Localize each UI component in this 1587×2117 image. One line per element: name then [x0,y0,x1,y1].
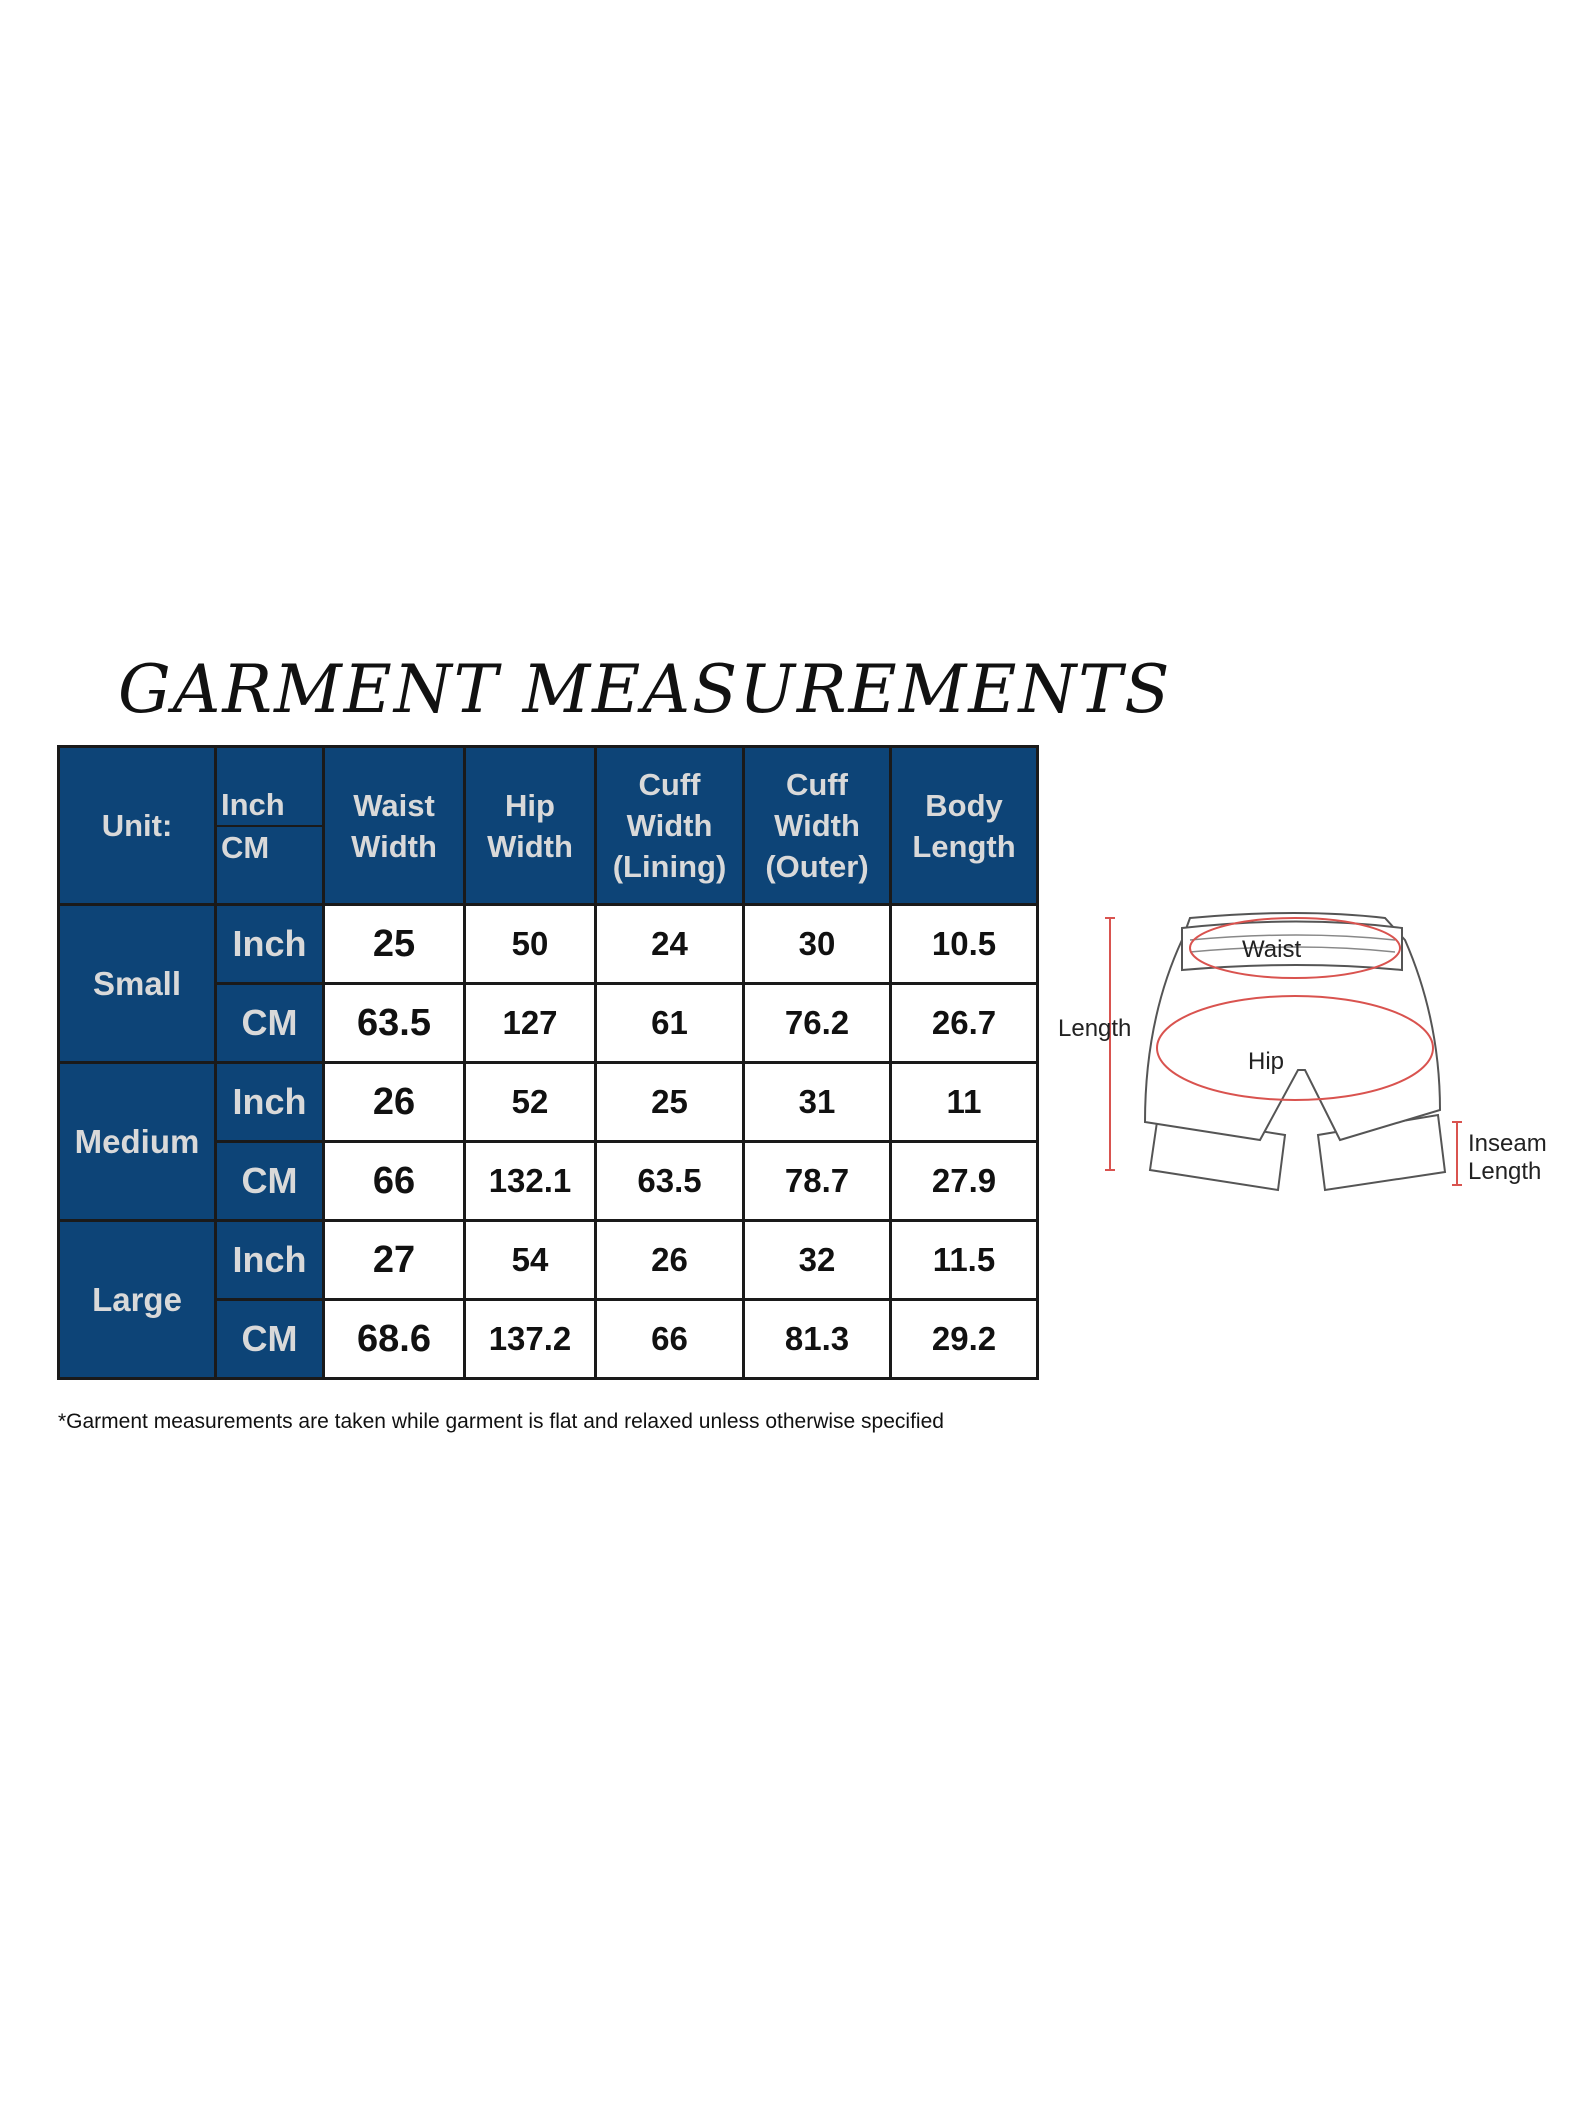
col-header-cuff-width-lining: Cuff Width (Lining) [596,747,744,905]
value-cell: 26.7 [891,984,1038,1063]
table-row [59,1221,1038,1300]
header-row [59,747,1038,905]
value-cell: 26 [324,1063,465,1142]
unit-cell: CM [216,1300,324,1379]
inseam-label-line1: Inseam [1468,1130,1547,1157]
value-cell: 66 [596,1300,744,1379]
value-cell: 50 [465,905,596,984]
measurement-note: *Garment measurements are taken while garment is flat and relaxed unless otherwise specified [58,1410,944,1433]
value-cell: 29.2 [891,1300,1038,1379]
value-cell: 25 [324,905,465,984]
value-cell: 61 [596,984,744,1063]
value-cell: 11.5 [891,1221,1038,1300]
table-row [59,1063,1038,1142]
size-chart-table [57,745,1039,1380]
value-cell: 66 [324,1142,465,1221]
value-cell: 127 [465,984,596,1063]
size-label-large: Large [59,1221,216,1379]
value-cell: 52 [465,1063,596,1142]
unit-cell: CM [216,984,324,1063]
col-header-hip-width: Hip Width [465,747,596,905]
value-cell: 10.5 [891,905,1038,984]
value-cell: 32 [744,1221,891,1300]
value-cell: 68.6 [324,1300,465,1379]
unit-cell: Inch [216,1221,324,1300]
unit-cell: Inch [216,905,324,984]
size-label-medium: Medium [59,1063,216,1221]
value-cell: 78.7 [744,1142,891,1221]
value-cell: 54 [465,1221,596,1300]
value-cell: 31 [744,1063,891,1142]
value-cell: 27.9 [891,1142,1038,1221]
value-cell: 24 [596,905,744,984]
shorts-diagram [1050,900,1570,1220]
value-cell: 137.2 [465,1300,596,1379]
value-cell: 11 [891,1063,1038,1142]
unit-cell: Inch [216,1063,324,1142]
unit-cell: CM [216,1142,324,1221]
table-row [59,905,1038,984]
col-header-cuff-width-outer: Cuff Width (Outer) [744,747,891,905]
unit-key-cm: CM [221,829,270,865]
page-title: GARMENT MEASUREMENTS [118,651,1172,728]
col-header-waist-width: Waist Width [324,747,465,905]
unit-key [216,747,324,905]
hip-label: Hip [1248,1048,1285,1075]
size-label-small: Small [59,905,216,1063]
value-cell: 30 [744,905,891,984]
value-cell: 76.2 [744,984,891,1063]
inseam-label-line2: Length [1468,1158,1542,1185]
value-cell: 132.1 [465,1142,596,1221]
value-cell: 81.3 [744,1300,891,1379]
unit-label: Unit: [59,747,216,905]
unit-key-inch: Inch [217,784,322,827]
col-header-body-length: Body Length [891,747,1038,905]
value-cell: 63.5 [324,984,465,1063]
value-cell: 25 [596,1063,744,1142]
value-cell: 27 [324,1221,465,1300]
value-cell: 26 [596,1221,744,1300]
value-cell: 63.5 [596,1142,744,1221]
waist-label: Waist [1242,936,1302,963]
length-label: Length [1058,1015,1132,1042]
